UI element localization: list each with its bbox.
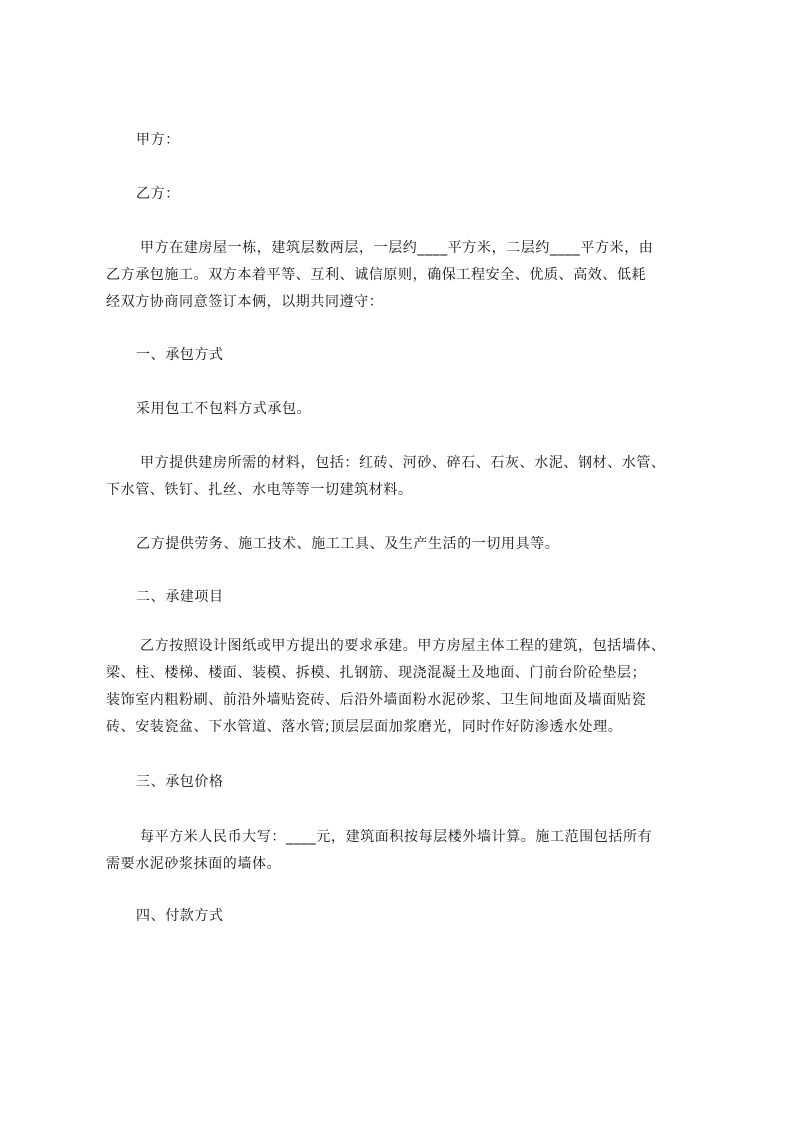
section-1-para-2-line-2: 下水管、铁钉、扎丝、水电等等一切建筑材料。 — [106, 482, 413, 498]
intro-line-3: 经双方协商同意签订本俩，以期共同遵守： — [106, 294, 384, 310]
party-b-label: 乙方： — [136, 186, 180, 202]
section-3-heading: 三、承包价格 — [136, 774, 224, 790]
section-1-para-2-line-1: 甲方提供建房所需的材料，包括：红砖、河砂、碎石、石灰、水泥、钢材、水管、 — [140, 455, 666, 471]
party-a-label: 甲方： — [136, 132, 180, 148]
section-3-line-2: 需要水泥砂浆抹面的墙体。 — [106, 856, 282, 872]
section-1-para-3: 乙方提供劳务、施工技术、施工工具、及生产生活的一切用具等。 — [136, 536, 560, 552]
section-2-line-3: 装饰室内粗粉刷、前沿外墙贴瓷砖、后沿外墙面粉水泥砂浆、卫生间地面及墙面贴瓷 — [106, 692, 647, 708]
section-2-heading: 二、承建项目 — [136, 589, 224, 605]
section-2-line-2: 梁、柱、楼梯、楼面、装模、拆模、扎钢筋、现浇混凝土及地面、门前台阶砼垫层； — [106, 665, 647, 681]
section-1-heading: 一、承包方式 — [136, 347, 224, 363]
section-2-line-4: 砖、安装瓷盆、下水管道、落水管;顶层层面加浆磨光，同时作好防渗透水处理。 — [106, 719, 623, 735]
section-2-line-1: 乙方按照设计图纸或甲方提出的要求承建。甲方房屋主体工程的建筑，包括墙体、 — [140, 638, 666, 654]
section-3-line-1: 每平方米人民币大写：____元，建筑面积按每层楼外墙计算。施工范围包括所有 — [140, 829, 653, 845]
section-1-para-1: 采用包工不包料方式承包。 — [136, 401, 312, 417]
section-4-heading: 四、付款方式 — [136, 908, 224, 924]
intro-line-2: 乙方承包施工。双方本着平等、互利、诚信原则，确保工程安全、优质、高效、低耗 — [106, 267, 647, 283]
intro-line-1: 甲方在建房屋一栋，建筑层数两层，一层约____平方米，二层约____平方米，由 — [140, 240, 654, 256]
